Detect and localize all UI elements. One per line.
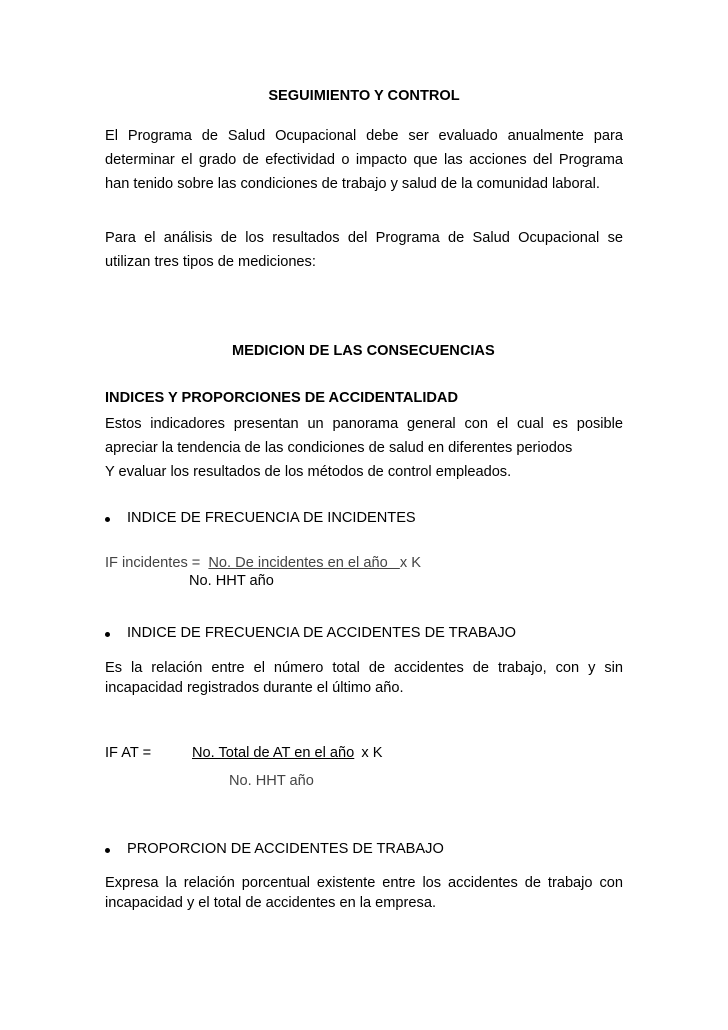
bullet-icon <box>105 848 110 853</box>
formula-suffix: x K <box>399 555 421 571</box>
bullet3-paragraph <box>105 873 623 913</box>
indices-title: INDICES Y PROPORCIONES DE ACCIDENTALIDAD <box>105 390 458 406</box>
intro-line: han tenido sobre las condiciones de trabajo y salud de la comunidad laboral. <box>105 176 600 192</box>
formula-suffix: x K <box>361 745 383 761</box>
bullet3-line: incapacidad y el total de accidentes en la empresa. <box>105 895 436 911</box>
formula-denominator: No. HHT año <box>229 773 314 789</box>
analysis-line: Para el análisis de los resultados del Programa de Salud Ocupacional se <box>105 230 623 246</box>
intro-line: determinar el grado de efectividad o impacto que las acciones del Programa <box>105 152 623 168</box>
formula-numerator: No. De incidentes en el año <box>208 555 400 571</box>
formula-numerator: No. Total de AT en el año <box>192 745 355 761</box>
formula-lhs: IF incidentes = <box>105 555 201 571</box>
if-at-formula <box>192 745 382 761</box>
page-title: SEGUIMIENTO Y CONTROL <box>268 88 460 104</box>
indices-line: Y evaluar los resultados de los métodos de control empleados. <box>105 464 512 480</box>
intro-line: El Programa de Salud Ocupacional debe ser evaluado anualmente para <box>105 128 623 144</box>
if-at-formula-lhs: IF AT = <box>105 745 152 761</box>
indices-line: Estos indicadores presentan un panorama general con el cual es posible <box>105 416 623 432</box>
bullet1-title: INDICE DE FRECUENCIA DE INCIDENTES <box>127 510 416 526</box>
bullet3-title: PROPORCION DE ACCIDENTES DE TRABAJO <box>127 841 444 857</box>
intro-paragraph <box>105 124 623 196</box>
formula-denominator: No. HHT año <box>189 573 274 589</box>
bullet2-line: Es la relación entre el número total de accidentes de trabajo, con y sin <box>105 660 623 676</box>
indices-line: apreciar la tendencia de las condiciones de salud en diferentes periodos <box>105 440 573 456</box>
if-incidentes-formula <box>105 555 421 571</box>
bullet-icon <box>105 632 110 637</box>
analysis-line: utilizan tres tipos de mediciones: <box>105 254 316 270</box>
bullet-icon <box>105 517 110 522</box>
section-heading: MEDICION DE LAS CONSECUENCIAS <box>232 343 495 359</box>
bullet2-paragraph <box>105 658 623 698</box>
indices-paragraph <box>105 412 623 484</box>
bullet3-line: Expresa la relación porcentual existente entre los accidentes de trabajo con <box>105 875 623 891</box>
bullet2-title: INDICE DE FRECUENCIA DE ACCIDENTES DE TRABAJO <box>127 625 516 641</box>
analysis-paragraph <box>105 226 623 274</box>
bullet2-line: incapacidad registrados durante el último año. <box>105 680 404 696</box>
